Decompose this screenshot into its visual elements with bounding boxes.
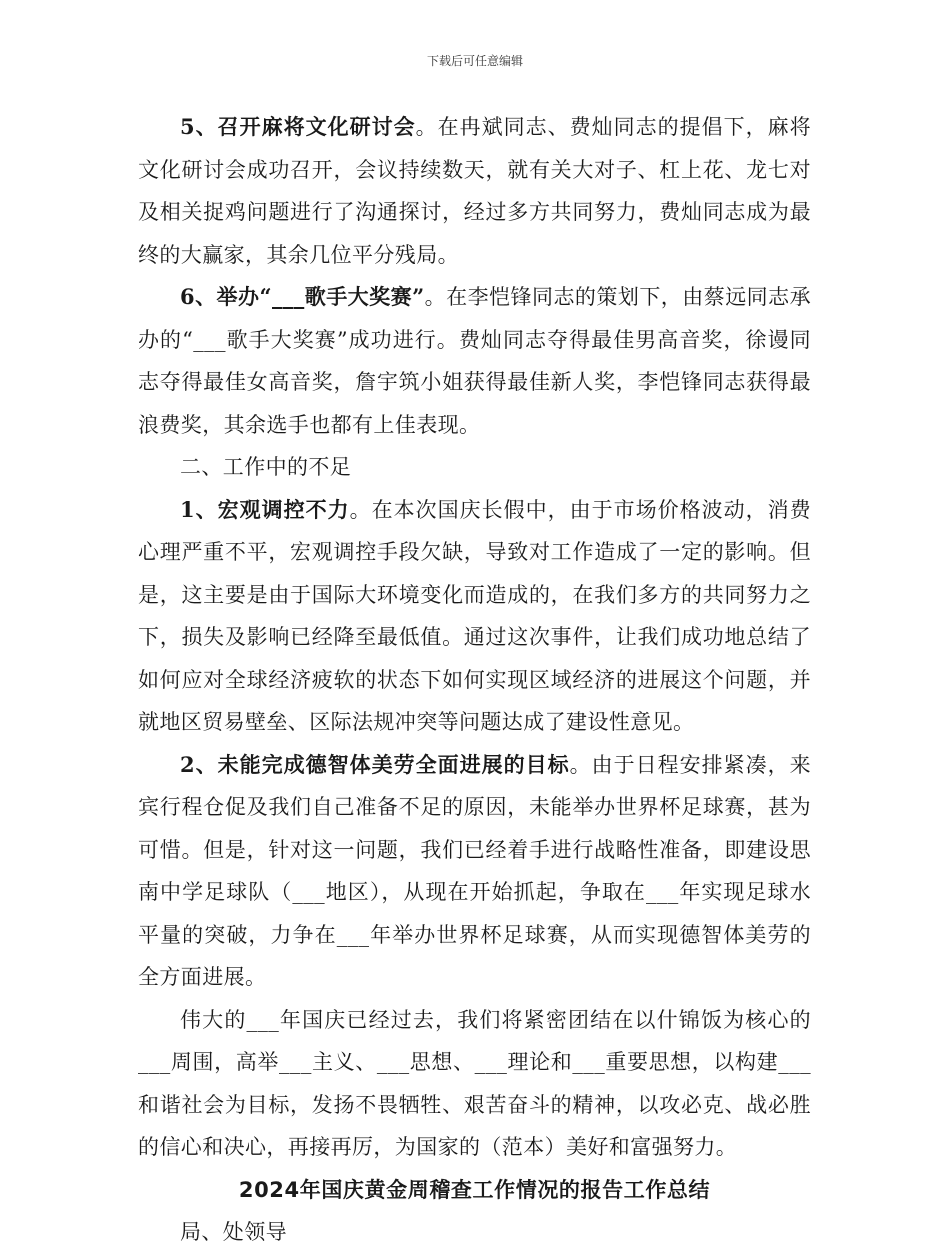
shortcoming-item-2 [138, 744, 811, 999]
section-heading: 二、工作中的不足 [180, 455, 352, 479]
document-body [138, 106, 811, 1254]
paragraph-body: 。在冉斌同志、费灿同志的提倡下，麻将文化研讨会成功召开，会议持续数天，就有关大对子、杠上花、龙七对及相关捉鸡问题进行了沟通探讨，经过多方共同努力，费灿同志成为最终的大赢家，其余几位平分残局。 [138, 115, 811, 267]
paragraph-lead: 6、举办“___歌手大奖赛” [180, 284, 425, 309]
shortcoming-item-1 [138, 489, 811, 744]
paragraph-body: 。在本次国庆长假中，由于市场价格波动，消费心理严重不平，宏观调控手段欠缺，导致对工作造成了一定的影响。但是，这主要是由于国际大环境变化而造成的，在我们多方的共同努力之下，损失及影响已经降至最低值。通过这次事件，让我们成功地总结了如何应对全球经济疲软的状态下如何实现区域经济的进展这个问题，并就地区贸易壁垒、区际法规冲突等问题达成了建设性意见。 [138, 497, 811, 734]
paragraph-body: 。在李恺锋同志的策划下，由蔡远同志承办的“___歌手大奖赛”成功进行。费灿同志夺得最佳男高音奖，徐谩同志夺得最佳女高音奖，詹宇筑小姐获得最佳新人奖，李恺锋同志获得最浪费奖，其余选手也都有上佳表现。 [138, 285, 811, 437]
paragraph-lead: 5、召开麻将文化研讨会 [180, 114, 416, 139]
salutation: 局、处领导 [180, 1220, 287, 1244]
paragraph-item-6 [138, 276, 811, 446]
next-document-title: 2024年国庆黄金周稽查工作情况的报告工作总结 [238, 1177, 711, 1202]
paragraph-lead: 1、宏观调控不力 [180, 496, 350, 522]
page-header: 下载后可任意编辑 [426, 54, 523, 68]
paragraph-lead: 2、未能完成德智体美劳全面进展的目标 [180, 751, 570, 777]
paragraph-body: 。由于日程安排紧凑，来宾行程仓促及我们自己准备不足的原因，未能举办世界杯足球赛，甚为可惜。但是，针对这一问题，我们已经着手进行战略性准备，即建设思南中学足球队（___地区），从现在开始抓起，争取在___年实现足球水平量的突破，力争在___年举办世界杯足球赛，从而实现德智体美劳的全方面进展。 [138, 752, 812, 989]
closing-paragraph: 伟大的___年国庆已经过去，我们将紧密团结在以什锦饭为核心的___周围，高举___主义、___思想、___理论和___重要思想，以构建___和谐社会为目标，发扬不畏牺牲、艰苦奋斗的精神，以攻必克、战必胜的信心和决心，再接再厉，为国家的（范本）美好和富强努力。 [138, 1007, 811, 1159]
paragraph-item-5 [138, 106, 811, 276]
